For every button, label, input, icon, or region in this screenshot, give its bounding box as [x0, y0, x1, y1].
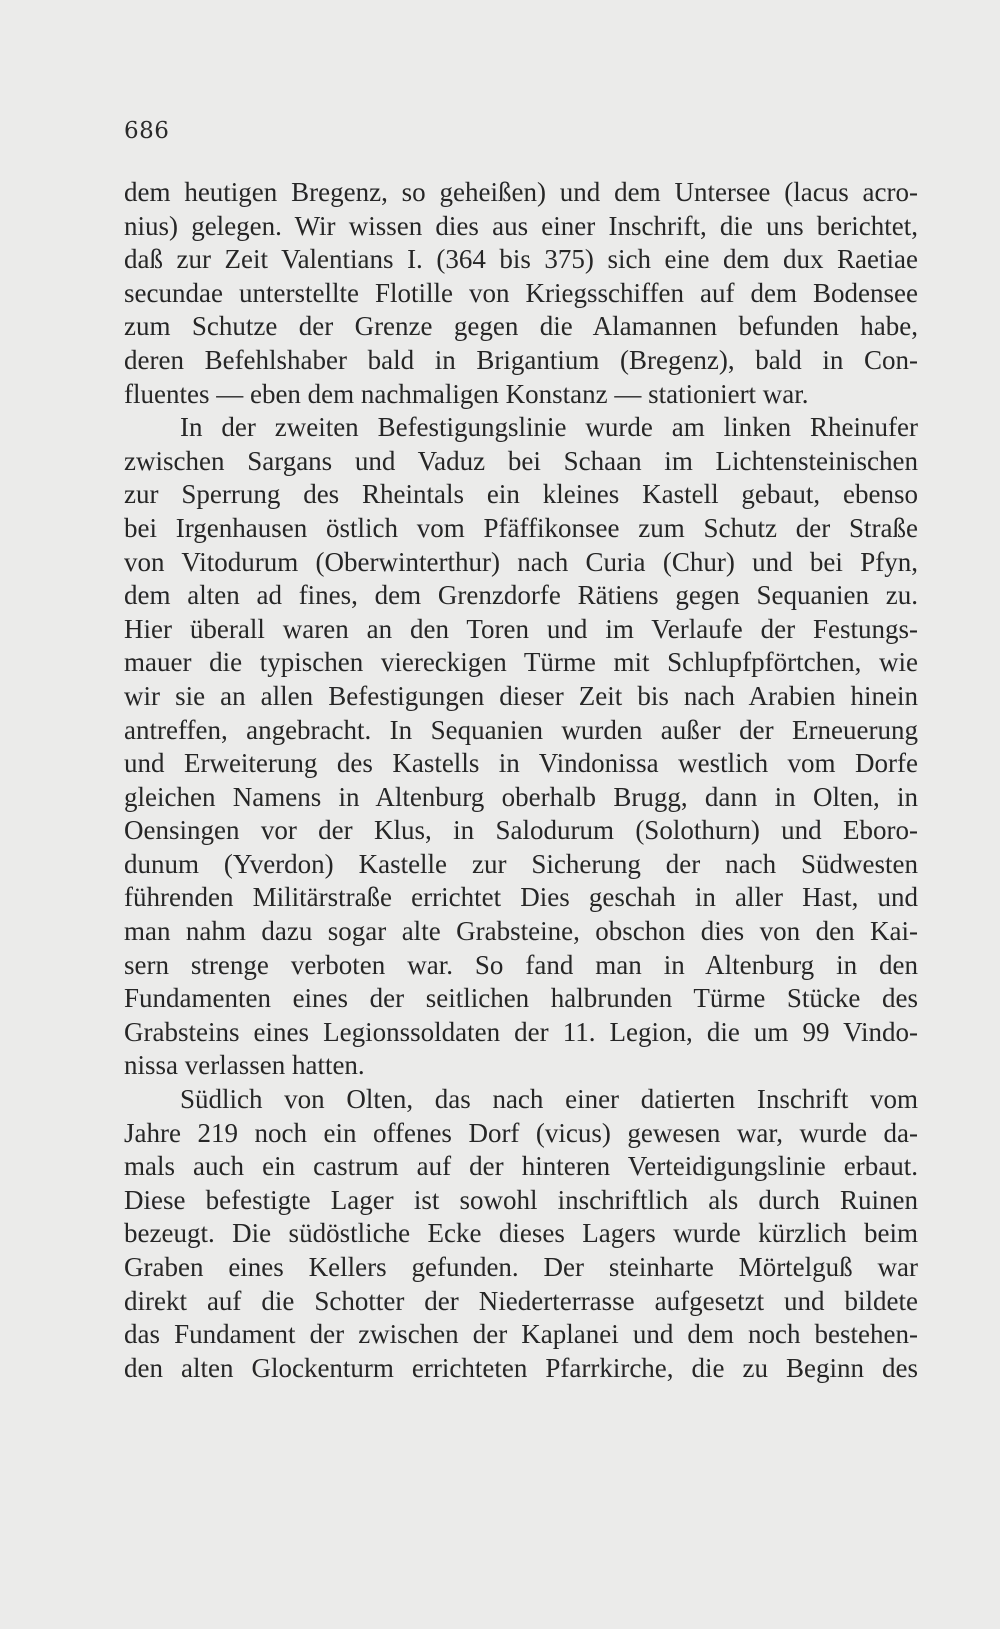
text-line: Hier überall waren an den Toren und im Verlaufe der Festungs-: [124, 613, 918, 644]
text-line: man nahm dazu sogar alte Grabsteine, obschon dies von den Kai-: [124, 916, 918, 947]
text-line: bei Irgenhausen östlich vom Pfäffikonsee zum Schutz der Straße: [124, 512, 918, 543]
text-line: nissa verlassen hatten.: [124, 1050, 365, 1081]
text-line: das Fundament der zwischen der Kaplanei und dem noch bestehen-: [124, 1319, 918, 1350]
text-line: nius) gelegen. Wir wissen dies aus einer Inschrift, die uns berichtet,: [124, 210, 918, 241]
text-line: dem heutigen Bregenz, so geheißen) und dem Untersee (lacus acro-: [124, 177, 918, 207]
page-number: 686: [124, 118, 170, 144]
text-line: mauer die typischen viereckigen Türme mit Schlupfpförtchen, wie: [124, 647, 918, 678]
text-line: fluentes — eben dem nachmaligen Konstanz — stationiert war.: [124, 378, 809, 409]
text-line: den alten Glockenturm errichteten Pfarrkirche, die zu Beginn des: [124, 1352, 918, 1383]
text-line: Fundamenten eines der seitlichen halbrunden Türme Stücke des: [124, 983, 918, 1014]
text-line: Diese befestigte Lager ist sowohl inschriftlich als durch Ruinen: [124, 1184, 918, 1215]
text-line: wir sie an allen Befestigungen dieser Zeit bis nach Arabien hinein: [124, 680, 918, 711]
text-line: dunum (Yverdon) Kastelle zur Sicherung der nach Südwesten: [124, 848, 918, 879]
text-line: zum Schutze der Grenze gegen die Alamannen befunden habe,: [124, 311, 918, 342]
text-line: gleichen Namens in Altenburg oberhalb Brugg, dann in Olten, in: [124, 781, 918, 812]
text-line: deren Befehlshaber bald in Brigantium (Bregenz), bald in Con-: [124, 344, 918, 375]
text-line: In der zweiten Befestigungslinie wurde am linken Rheinufer: [180, 412, 918, 443]
text-line: Graben eines Kellers gefunden. Der steinharte Mörtelguß war: [124, 1252, 918, 1282]
text-line: sern strenge verboten war. So fand man in Altenburg in den: [124, 949, 918, 980]
text-line: antreffen, angebracht. In Sequanien wurden außer der Erneuerung: [124, 714, 918, 745]
text-line: direkt auf die Schotter der Niederterrasse aufgesetzt und bildete: [124, 1285, 918, 1316]
text-line: von Vitodurum (Oberwinterthur) nach Curia (Chur) und bei Pfyn,: [124, 546, 918, 577]
text-line: bezeugt. Die südöstliche Ecke dieses Lagers wurde kürzlich beim: [124, 1218, 918, 1249]
text-line: Grabsteins eines Legionssoldaten der 11. Legion, die um 99 Vindo-: [124, 1016, 918, 1047]
text-line: führenden Militärstraße errichtet Dies geschah in aller Hast, und: [124, 882, 918, 913]
text-line: Oensingen vor der Klus, in Salodurum (Solothurn) und Eboro-: [124, 815, 918, 846]
text-line: zwischen Sargans und Vaduz bei Schaan im Lichtensteinischen: [124, 445, 918, 476]
text-line: dem alten ad fines, dem Grenzdorfe Rätiens gegen Sequanien zu.: [124, 580, 918, 611]
text-line: und Erweiterung des Kastells in Vindonissa westlich vom Dorfe: [124, 748, 918, 779]
text-line: secundae unterstellte Flotille von Kriegsschiffen auf dem Bodensee: [124, 277, 918, 308]
text-line: mals auch ein castrum auf der hinteren Verteidigungslinie erbaut.: [124, 1151, 918, 1182]
text-line: zur Sperrung des Rheintals ein kleines Kastell gebaut, ebenso: [124, 479, 918, 510]
text-line: Südlich von Olten, das nach einer datierten Inschrift vom: [180, 1084, 918, 1115]
text-line: daß zur Zeit Valentians I. (364 bis 375) sich eine dem dux Raetiae: [124, 244, 918, 275]
text-line: Jahre 219 noch ein offenes Dorf (vicus) gewesen war, wurde da-: [124, 1117, 918, 1148]
body-text: [124, 176, 918, 1385]
